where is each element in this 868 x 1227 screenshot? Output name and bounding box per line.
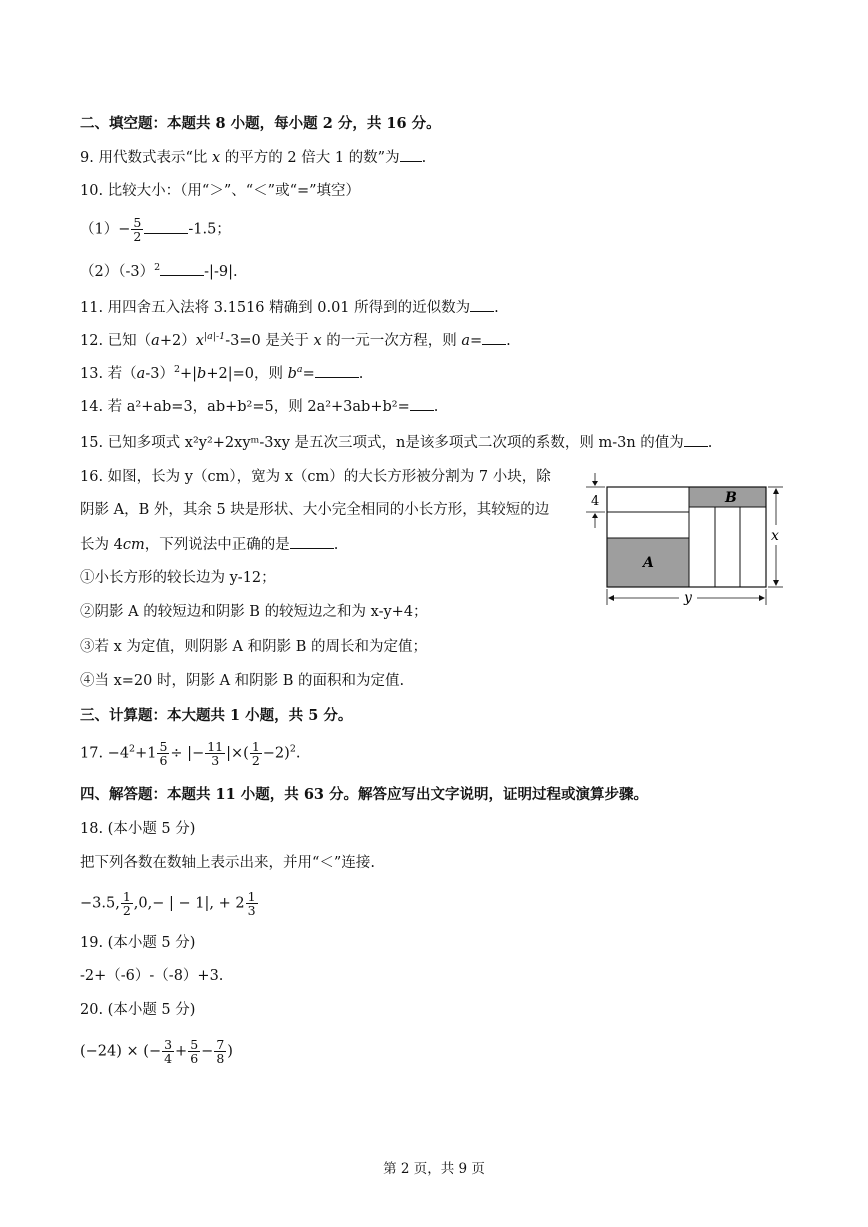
answer-blank[interactable] (470, 296, 494, 312)
fraction: $\frac{1}{2}$ (122, 889, 131, 918)
question-16-line-3: 长为 4cm，下列说法中正确的是 . (80, 533, 338, 556)
question-16-option-3: ③若 x 为定值，则阴影 A 和阴影 B 的周长和为定值； (80, 639, 427, 655)
section-4-header: 四、解答题：本题共 11 小题，共 63 分。解答应写出文字说明，证明过程或演算步骤。 (80, 786, 649, 803)
question-18-text: 把下列各数在数轴上表示出来，并用“＜”连接. (80, 855, 375, 871)
question-20-expression: (−24) × (− $\frac{3}{4}$ + $\frac{5}{6}$ − $\frac{7}{8}$ ) (80, 1037, 233, 1066)
arrow-head-icon (773, 580, 779, 586)
arrow-head-icon (592, 481, 598, 486)
question-18-expression: −3.5, $\frac{1}{2}$ ,0,− | − 1|, + 2 $\frac{1}{3}$ (80, 889, 256, 918)
arrow-head-icon (608, 595, 614, 601)
answer-blank[interactable] (315, 362, 359, 378)
question-13: 13. 若$(a-3)^2+|b+2|=0$，则 $b^a=$ . (80, 364, 364, 382)
fraction: $\frac{3}{4}$ (164, 1037, 173, 1066)
label-x: x (771, 528, 779, 544)
section-3-header: 三、计算题：本大题共 1 小题，共 5 分。 (80, 707, 353, 724)
question-9: 9. 用代数式表示“比 x 的平方的 2 倍大 1 的数”为 . (80, 146, 426, 169)
question-10-part-2: $(2)(-3)^2$ -|-9|. (80, 262, 238, 280)
question-16-line-1: 16. 如图，长为 y（cm），宽为 x（cm）的大长方形被分割为 7 小块，除 (80, 469, 551, 485)
question-15: 15. 已知多项式 x²y²+2xyᵐ-3xy 是五次三项式，n是该多项式二次项的系数，则 m-3n 的值为 . (80, 431, 712, 454)
question-16-option-4: ④当 x=20 时，阴影 A 和阴影 B 的面积和为定值. (80, 673, 405, 689)
question-18-title: 18. (本小题 5 分) (80, 821, 196, 837)
arrow-head-icon (759, 595, 765, 601)
question-16-option-1: ①小长方形的较长边为 y-12； (80, 570, 276, 586)
question-10: 10. 比较大小：（用“＞”、“＜”或“=”填空） (80, 183, 361, 199)
answer-blank[interactable] (684, 431, 708, 447)
fraction: $\frac{1}{2}$ (251, 739, 260, 768)
label-a: A (643, 555, 654, 571)
question-11: 11. 用四舍五入法将 3.1516 精确到 0.01 所得到的近似数为 . (80, 296, 499, 319)
answer-blank[interactable] (410, 395, 434, 411)
question-19-expression: -2+（-6）-（-8）+3. (80, 968, 224, 984)
label-y: y (684, 590, 692, 606)
fraction: $\frac{11}{3}$ (207, 739, 224, 768)
label-b: B (725, 490, 737, 506)
question-17: 17. $-4^2+1$ $\frac{5}{6}$ ÷ |− $\frac{11}{3}$ |×( $\frac{1}{2}$ −2)$^2$. (80, 739, 301, 768)
answer-blank[interactable] (400, 146, 422, 162)
answer-blank[interactable] (290, 533, 334, 549)
rectangle-partition-figure (583, 470, 793, 615)
question-16-option-2: ②阴影 A 的较短边和阴影 B 的较短边之和为 x-y+4； (80, 604, 428, 620)
question-12: 12. 已知$(a+2)x^{|a|-1}-3=0$ 是关于 x 的一元一次方程，则 a= . (80, 331, 511, 349)
question-10-part-1: （1）− $\frac{5}{2}$ -1.5； (80, 215, 231, 244)
question-20-title: 20. (本小题 5 分) (80, 1002, 196, 1018)
fraction: $\frac{7}{8}$ (216, 1037, 225, 1066)
question-19-title: 19. (本小题 5 分) (80, 935, 196, 951)
label-4: 4 (591, 494, 600, 509)
question-14: 14. 若 a²+ab=3，ab+b²=5，则 2a²+3ab+b²= . (80, 395, 438, 418)
answer-blank[interactable] (482, 329, 506, 345)
fraction: $\frac{1}{3}$ (247, 889, 256, 918)
answer-blank[interactable] (160, 260, 204, 276)
fraction: $\frac{5}{6}$ (190, 1037, 199, 1066)
page-footer: 第 2 页，共 9 页 (383, 1161, 485, 1177)
fraction: $\frac{5}{6}$ (159, 739, 168, 768)
question-16-line-2: 阴影 A，B 外，其余 5 块是形状、大小完全相同的小长方形，其较短的边 (80, 502, 550, 518)
section-2-header: 二、填空题：本题共 8 小题，每小题 2 分，共 16 分。 (80, 115, 441, 132)
arrow-head-icon (773, 488, 779, 494)
arrow-head-icon (592, 513, 598, 518)
fraction: $\frac{5}{2}$ (133, 215, 142, 244)
answer-blank[interactable] (144, 218, 188, 234)
